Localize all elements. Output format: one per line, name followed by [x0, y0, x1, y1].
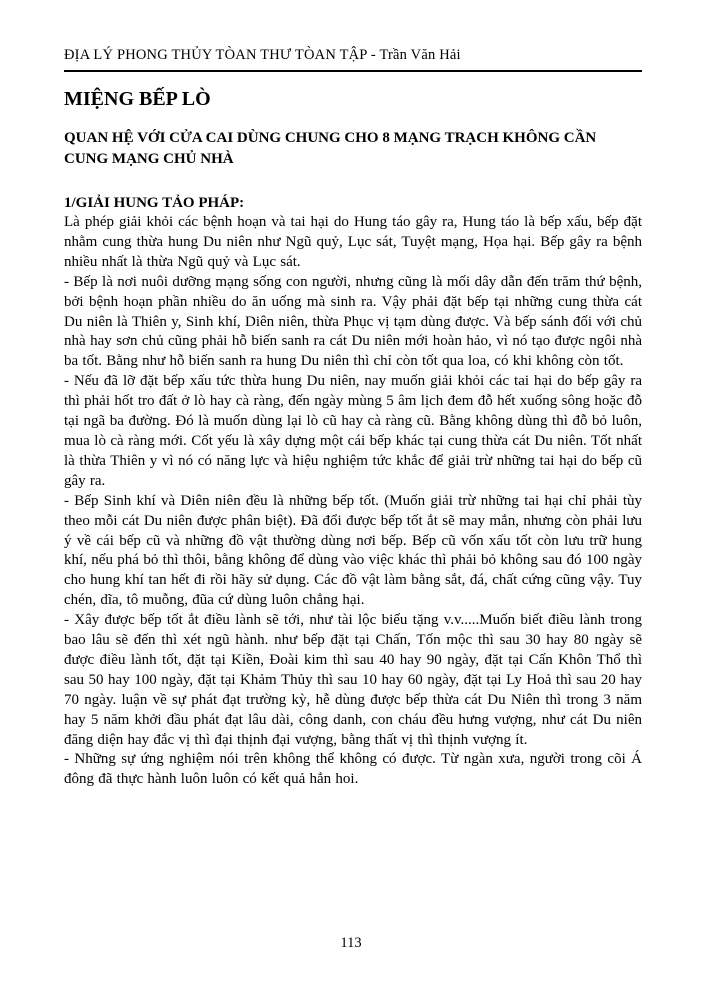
section-heading: 1/GIẢI HUNG TẢO PHÁP:	[64, 195, 245, 211]
body-paragraph: - Những sự ứng nghiệm nói trên không thể không có được. Từ ngàn xưa, người trong cõi Á đông đã thực hành luôn luôn có kết quả hẳn hoi.	[64, 751, 642, 788]
body-paragraph: Là phép giải khỏi các bệnh hoạn và tai hại do Hung táo gây ra, Hung táo là bếp xấu, bếp đặt nhằm cung thừa hung Du niên như Ngũ quỷ, Lục sát, Tuyệt mạng, Họa hại. Bếp gây ra bệnh nhiều nhất là thừa Ngũ quỷ và Lục sát.	[64, 214, 642, 270]
page-title: MIỆNG BẾP LÒ	[64, 88, 211, 110]
subtitle: QUAN HỆ VỚI CỬA CAI DÙNG CHUNG CHO 8 MẠNG TRẠCH KHÔNG CẦN CUNG MẠNG CHỦ NHÀ	[64, 130, 597, 167]
body-paragraph: - Bếp là nơi nuôi dưỡng mạng sống con người, nhưng cũng là mối dây dẫn đến trăm thứ bệnh, bởi bệnh hoạn phần nhiều do ăn uống mà sinh ra. Vậy phải đặt bếp tại những cung thừa cát Du niên là Thiên y, Sinh khí, Diên niên, thừa Phục vị tạm dùng được. Và bếp sánh đối với chủ nhà hay sơn chủ cũng phải hỗ biến sanh ra cát Du niên mới hoàn hảo, vì nó tạo được ngôi nhà ba tốt. Bằng như hỗ biến sanh ra hung Du niên thì chỉ còn tốt qua loa, có khi không còn tốt.	[64, 273, 642, 370]
header-rule	[64, 70, 642, 72]
body-paragraph: - Bếp Sinh khí và Diên niên đều là những bếp tốt. (Muốn giải trừ những tai hại chỉ phải tùy theo mỗi cát Du niên được phân biệt). Đã đổi được bếp tốt ắt sẽ may mắn, nhưng còn phải lưu ý về cái bếp cũ và những đồ vật thường dùng nơi bếp. Bếp cũ vốn xấu tốt còn lưu trữ hung khí, nếu phá bỏ thì thôi, bằng không để dùng vào việc khác thì phải bỏ không sau đó 100 ngày cho hung khí tan hết đi rồi hãy sử dụng. Các đồ vật làm bằng sắt, đá, chất cứng cũng vậy. Tuy chén, dĩa, tô muỗng, đũa cứ dùng luôn chẳng hại.	[64, 492, 642, 609]
page-footer	[0, 935, 702, 952]
page-number: 113	[340, 935, 362, 951]
body-paragraph: - Xây được bếp tốt ắt điều lành sẽ tới, như tài lộc biếu tặng v.v.....Muốn biết điều lành trong bao lâu sẽ đến thì xét ngũ hành. như bếp đặt tại Chấn, Tốn mộc thì sau 30 hay 80 ngày sẽ được điều lành tốt, đặt tại Kiền, Đoài kim thì sau 40 hay 90 ngày, đặt tại Cấn Khôn Thổ thì sau 50 hay 100 ngày, đặt tại Khảm Thủy thì sau 10 hay 60 ngày, đặt tại Ly Hoả thì sau 20 hay 70 ngày. luận về sự phát đạt trường kỳ, hễ dùng được bếp thừa cát Du Niên thì trong 3 năm hay 5 năm khởi đầu phát đạt lâu dài, công danh, con cháu đều hưng vượng, như cát Du niên đăng diện hay đắc vị thì đại thịnh đại vượng, bằng thất vị thì thịnh vượng ít.	[64, 612, 642, 748]
running-header: ĐỊA LÝ PHONG THỦY TÒAN THƯ TÒAN TẬP - Trần Văn Hải	[64, 47, 461, 63]
body-text	[64, 213, 642, 790]
body-paragraph: - Nếu đã lỡ đặt bếp xấu tức thừa hung Du niên, nay muốn giải khỏi các tai hại do bếp gây ra thì phải hốt tro đất ở lò hay cà ràng, đến ngày mùng 5 âm lịch đem đỗ hết xuống sông hoặc đỗ tại ngã ba đường. Đó là muốn dùng lại lò cũ hay cà ràng cũ. Bằng không dùng thì đỗ bỏ luôn, mua lò cà ràng mới. Cốt yếu là xây dựng một cái bếp khác tại cung thừa cát Du niên. Tốt nhất là thừa Thiên y vì nó có năng lực và hiệu nghiệm tức khắc để giải trừ những tai hại do bếp cũ gây ra.	[64, 373, 642, 489]
